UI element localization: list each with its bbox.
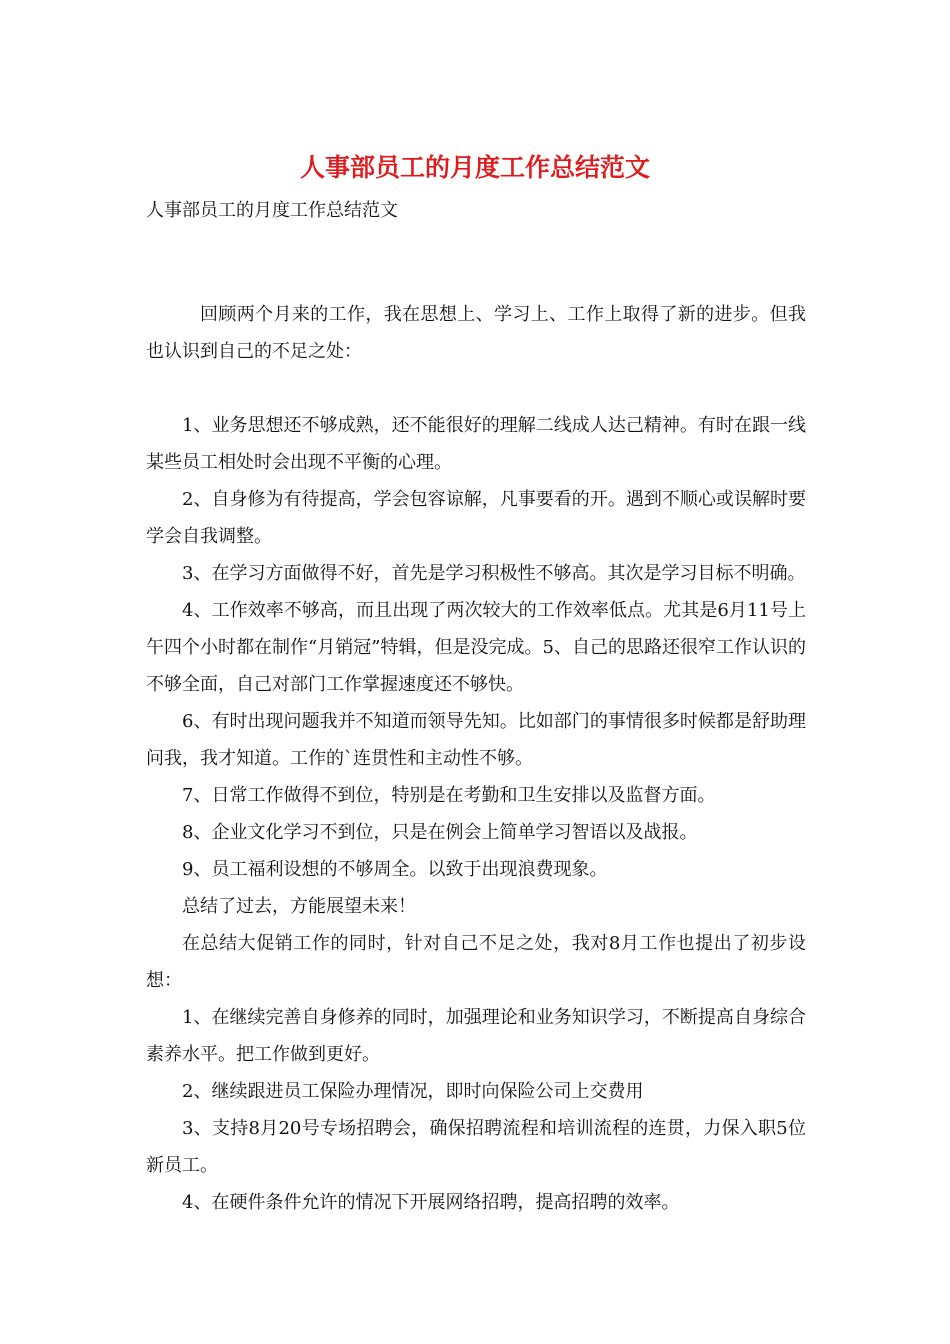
document-subtitle: 人事部员工的月度工作总结范文 bbox=[146, 200, 398, 221]
plan-item: 2、继续跟进员工保险办理情况，即时向保险公司上交费用 bbox=[182, 1081, 644, 1102]
summary-line: 总结了过去，方能展望未来！ bbox=[182, 896, 416, 917]
shortcoming-item: 4、工作效率不够高，而且出现了两次较大的工作效率低点。尤其是6月11号上午四个小时都在制作“月销冠”特辑，但是没完成。5、自己的思路还很窄工作认识的不够全面，自己对部门工作掌握速度还不够快。 bbox=[146, 600, 806, 695]
shortcoming-item: 2、自身修为有待提高，学会包容谅解，凡事要看的开。遇到不顺心或误解时要学会自我调整。 bbox=[146, 489, 806, 547]
shortcoming-item: 8、企业文化学习不到位，只是在例会上简单学习智语以及战报。 bbox=[182, 822, 698, 843]
shortcoming-item: 1、业务思想还不够成熟，还不能很好的理解二线成人达己精神。有时在跟一线某些员工相处时会出现不平衡的心理。 bbox=[146, 415, 806, 473]
shortcoming-item: 6、有时出现问题我并不知道而领导先知。比如部门的事情很多时候都是舒助理问我，我才知道。工作的`连贯性和主动性不够。 bbox=[146, 711, 806, 769]
shortcoming-item: 9、员工福利设想的不够周全。以致于出现浪费现象。 bbox=[182, 859, 608, 880]
shortcoming-item: 3、在学习方面做得不好，首先是学习积极性不够高。其次是学习目标不明确。 bbox=[182, 563, 806, 584]
document-title: 人事部员工的月度工作总结范文 bbox=[299, 153, 650, 182]
plan-item: 3、支持8月20号专场招聘会，确保招聘流程和培训流程的连贯，力保入职5位新员工。 bbox=[146, 1118, 806, 1176]
document-body bbox=[146, 296, 806, 1221]
intro-paragraph: 回顾两个月来的工作，我在思想上、学习上、工作上取得了新的进步。但我也认识到自己的不足之处： bbox=[146, 304, 806, 362]
plan-intro: 在总结大促销工作的同时，针对自己不足之处，我对8月工作也提出了初步设想： bbox=[146, 933, 806, 991]
plan-item: 1、在继续完善自身修养的同时，加强理论和业务知识学习，不断提高自身综合素养水平。把工作做到更好。 bbox=[146, 1007, 806, 1065]
paragraph-gap bbox=[146, 370, 806, 407]
shortcoming-item: 7、日常工作做得不到位，特别是在考勤和卫生安排以及监督方面。 bbox=[182, 785, 716, 806]
plan-item: 4、在硬件条件允许的情况下开展网络招聘，提高招聘的效率。 bbox=[182, 1192, 680, 1213]
